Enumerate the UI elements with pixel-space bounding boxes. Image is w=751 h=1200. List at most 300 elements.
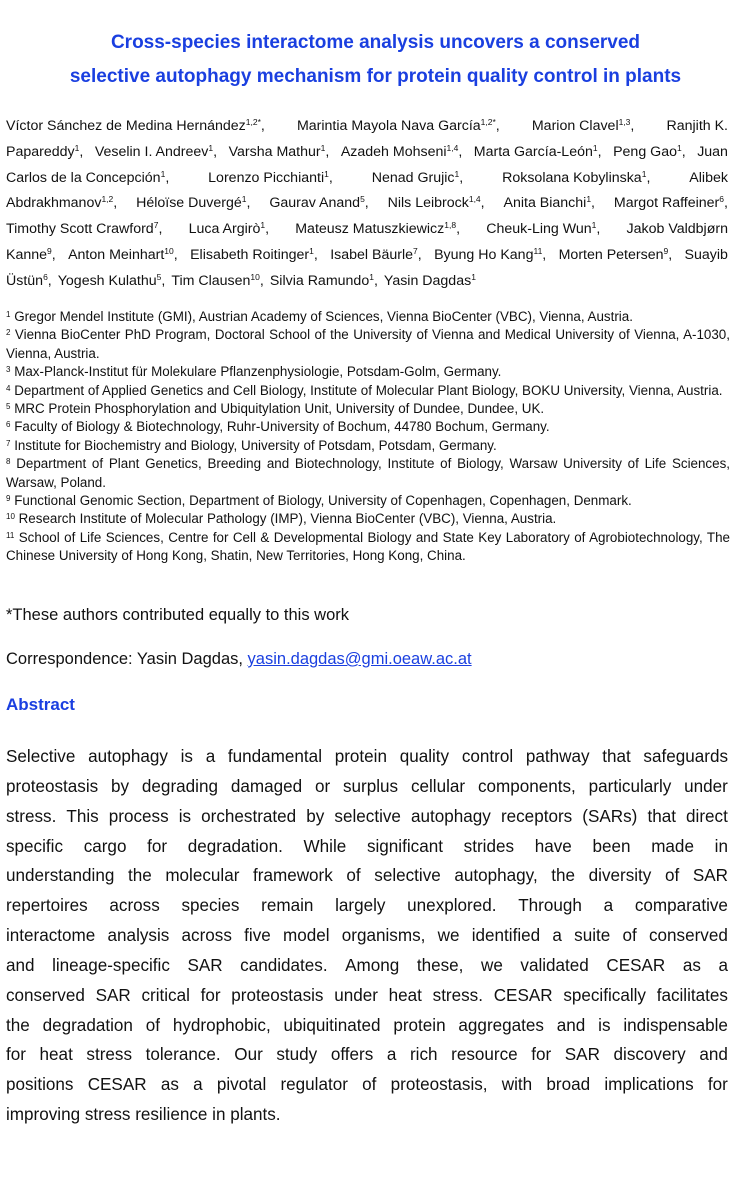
author-line bbox=[6, 140, 728, 166]
author-affiliation-marker: 1,4 bbox=[446, 142, 459, 153]
abstract-word: in bbox=[714, 836, 728, 856]
author-line bbox=[6, 269, 728, 295]
author-name-text: Veselin I. Andreev bbox=[94, 143, 209, 160]
author-affiliation-marker: 1,2 bbox=[101, 194, 114, 205]
author-affiliation-marker: 1 bbox=[260, 220, 266, 231]
abstract-word: validated bbox=[520, 955, 589, 975]
affiliation-number: 11 bbox=[6, 530, 15, 540]
author-name bbox=[270, 269, 378, 295]
abstract-line bbox=[6, 861, 728, 891]
abstract-word: proteostasis, bbox=[390, 1075, 488, 1095]
author-name bbox=[295, 217, 460, 243]
abstract-word: species bbox=[181, 896, 240, 916]
author-name bbox=[388, 191, 485, 217]
abstract-word: these, bbox=[416, 955, 464, 975]
author-name-text: Timothy Scott Crawford bbox=[6, 221, 154, 238]
author-name-text: Kanne bbox=[6, 246, 48, 263]
author-separator: , bbox=[495, 118, 500, 134]
abstract-word: components, bbox=[477, 776, 576, 796]
abstract-word: implications bbox=[604, 1075, 694, 1095]
author-name bbox=[297, 114, 500, 140]
author-name bbox=[189, 217, 269, 243]
affiliation-number: 3 bbox=[6, 365, 11, 375]
author-separator: , bbox=[161, 272, 166, 289]
abstract-word: specifically bbox=[563, 985, 646, 1005]
affiliation-text: Research Institute of Molecular Pathology (IMP), Vienna BioCenter (VBC), Vienna, Austria. bbox=[18, 511, 557, 527]
correspondence bbox=[6, 650, 472, 669]
author-separator: , bbox=[47, 272, 52, 289]
author-name-text: Papareddy bbox=[6, 143, 75, 160]
author-line bbox=[6, 191, 728, 217]
author-name-text: Varsha Mathur bbox=[228, 143, 321, 160]
abstract-word: heat bbox=[388, 985, 422, 1005]
abstract-word: receptors bbox=[500, 806, 573, 826]
abstract-heading: Abstract bbox=[6, 695, 75, 714]
author-affiliation-marker: 11 bbox=[533, 245, 543, 256]
author-affiliation-marker: 1,8 bbox=[444, 220, 457, 231]
abstract-word: cargo bbox=[83, 836, 127, 856]
author-separator: , bbox=[591, 195, 595, 212]
author-name bbox=[208, 166, 333, 192]
author-list bbox=[6, 114, 728, 295]
author-name-text: Gaurav Anand bbox=[269, 195, 361, 212]
author-separator: , bbox=[480, 195, 485, 212]
author-affiliation-marker: 9 bbox=[663, 245, 669, 256]
author-affiliation-marker: 1,2* bbox=[245, 117, 261, 127]
abstract-word: selective bbox=[374, 866, 441, 886]
abstract-line bbox=[6, 891, 728, 921]
author-separator: , bbox=[113, 195, 118, 212]
correspondence-email-link[interactable]: yasin.dagdas@gmi.oeaw.ac.at bbox=[247, 650, 472, 668]
abstract-word: for bbox=[531, 1045, 552, 1065]
author-separator: , bbox=[458, 143, 463, 160]
abstract-word: and bbox=[556, 1015, 586, 1035]
abstract-word: strides bbox=[463, 836, 515, 856]
author-affiliation-marker: 1 bbox=[586, 194, 592, 205]
author-name-text: Marintia Mayola Nava García bbox=[296, 118, 481, 134]
abstract-word: heat bbox=[39, 1045, 73, 1065]
author-name-text: Yasin Dagdas bbox=[383, 272, 472, 289]
abstract-word: a bbox=[718, 955, 728, 975]
affiliation-text: School of Life Sciences, Centre for Cell & Developmental Biology and State Key Laboratory of Agrobiotechnology, The Chinese University of Hong Kong, Shatin, New Territories, Hong Kong, China. bbox=[6, 529, 730, 564]
abstract-word: of bbox=[346, 866, 361, 886]
author-line bbox=[6, 217, 728, 243]
abstract-word: lineage-specific bbox=[52, 955, 170, 975]
abstract-word: the bbox=[127, 866, 152, 886]
abstract-word: largely bbox=[335, 896, 386, 916]
author-name-text: Isabel Bäurle bbox=[330, 246, 414, 263]
abstract-word: proteostasis bbox=[6, 776, 99, 796]
abstract-word: unexplored. bbox=[407, 896, 497, 916]
abstract-word: analysis bbox=[107, 926, 170, 946]
author-name-text: Elisabeth Roitinger bbox=[190, 246, 310, 263]
abstract-word: CESAR bbox=[87, 1075, 147, 1095]
affiliation-item bbox=[6, 529, 730, 566]
abstract-word: for bbox=[707, 1075, 728, 1095]
abstract-word: While bbox=[303, 836, 347, 856]
author-affiliation-marker: 5 bbox=[360, 194, 365, 205]
author-affiliation-marker: 1 bbox=[591, 220, 597, 231]
abstract-word: SAR bbox=[564, 1045, 600, 1065]
affiliation-number: 4 bbox=[6, 383, 11, 393]
abstract-line bbox=[6, 981, 728, 1011]
abstract-word: interactome bbox=[6, 926, 96, 946]
author-name-text: Cheuk-Ling Wun bbox=[486, 221, 592, 238]
author-line bbox=[6, 166, 728, 192]
author-affiliation-marker: 1 bbox=[160, 168, 166, 179]
author-affiliation-marker: 10 bbox=[250, 271, 260, 282]
abstract-word: that bbox=[602, 747, 631, 766]
abstract-word: of bbox=[145, 1015, 160, 1035]
abstract-word: hydrophobic, bbox=[172, 1015, 271, 1035]
abstract-word: framework bbox=[253, 866, 333, 886]
abstract-word: SAR bbox=[187, 955, 223, 975]
abstract-word: is bbox=[178, 806, 192, 826]
affiliation-text: Max-Planck-Institut für Molekulare Pflanzenphysiologie, Potsdam-Golm, Germany. bbox=[14, 364, 502, 380]
title-line: Cross-species interactome analysis uncovers a conserved bbox=[110, 32, 641, 53]
abstract-word: degradation bbox=[42, 1015, 133, 1035]
author-separator: , bbox=[265, 221, 270, 238]
author-name-text: Abdrakhmanov bbox=[6, 195, 102, 212]
author-affiliation-marker: 1 bbox=[641, 168, 647, 179]
author-name-text: Peng Gao bbox=[613, 143, 677, 160]
author-affiliation-marker: 10 bbox=[164, 245, 174, 256]
author-separator: , bbox=[259, 272, 264, 289]
author-name bbox=[559, 243, 673, 269]
abstract-word: stress bbox=[86, 1045, 133, 1065]
abstract-word: SAR bbox=[95, 985, 131, 1005]
abstract-word: orchestrated bbox=[201, 806, 297, 826]
affiliation-item bbox=[6, 308, 730, 326]
author-name bbox=[269, 191, 368, 217]
affiliation-number: 8 bbox=[6, 457, 11, 467]
author-name-text: Morten Petersen bbox=[558, 246, 664, 263]
affiliation-text: Institute for Biochemistry and Biology, University of Potsdam, Potsdam, Germany. bbox=[14, 437, 497, 453]
author-separator: , bbox=[325, 143, 330, 160]
abstract-word: a bbox=[552, 926, 562, 946]
author-name bbox=[434, 243, 546, 269]
abstract-word: Among bbox=[345, 955, 400, 975]
abstract-word: for bbox=[6, 1045, 26, 1065]
abstract-word: tolerance. bbox=[145, 1045, 221, 1065]
abstract-word: a bbox=[386, 1045, 397, 1065]
author-name bbox=[504, 191, 596, 217]
author-affiliation-marker: 1 bbox=[241, 194, 247, 205]
author-name bbox=[614, 191, 728, 217]
author-affiliation-marker: 1 bbox=[369, 271, 374, 282]
abstract-word: rich bbox=[409, 1045, 438, 1065]
author-affiliation-marker: 1 bbox=[74, 142, 80, 153]
affiliation-text: Faculty of Biology & Biotechnology, Ruhr-University of Bochum, 44780 Bochum, Germany. bbox=[14, 419, 550, 435]
abstract-word: five bbox=[244, 926, 271, 946]
abstract-word: critical bbox=[141, 985, 190, 1005]
author-name bbox=[486, 217, 600, 243]
affiliation-number: 1 bbox=[6, 310, 11, 319]
author-name bbox=[6, 166, 169, 192]
author-name bbox=[6, 191, 117, 217]
abstract-word: is bbox=[180, 747, 193, 766]
author-separator: , bbox=[597, 143, 602, 160]
abstract-word: damaged bbox=[230, 776, 303, 796]
author-name-text: Yogesh Kulathu bbox=[57, 272, 157, 289]
author-affiliation-marker: 1,3 bbox=[618, 117, 631, 127]
abstract-word: as bbox=[160, 1075, 179, 1095]
abstract-word: under bbox=[334, 985, 378, 1005]
author-separator: , bbox=[51, 246, 56, 263]
abstract-word: degrading bbox=[141, 776, 218, 796]
abstract-word: regulator bbox=[280, 1075, 348, 1095]
abstract-word: the bbox=[551, 866, 576, 886]
author-affiliation-marker: 1 bbox=[454, 168, 460, 179]
author-separator: , bbox=[246, 195, 251, 212]
author-name-text: Ranjith K. bbox=[666, 118, 728, 134]
affiliation-item bbox=[6, 455, 730, 492]
author-affiliation-marker: 1 bbox=[324, 168, 329, 179]
abstract-word: a bbox=[193, 1075, 203, 1095]
abstract-word: by bbox=[306, 806, 325, 826]
abstract-word: safeguards bbox=[643, 747, 728, 766]
author-affiliation-marker: 7 bbox=[413, 245, 418, 256]
abstract-word: or bbox=[314, 776, 331, 796]
abstract-word: stress. bbox=[432, 985, 483, 1005]
author-name-text: Lorenzo Picchianti bbox=[208, 169, 325, 186]
abstract-word: identified bbox=[471, 926, 541, 946]
author-affiliation-marker: 5 bbox=[156, 271, 162, 282]
abstract-word: model bbox=[282, 926, 330, 946]
author-name-text: Marion Clavel bbox=[531, 118, 619, 134]
abstract-word: offers bbox=[330, 1045, 374, 1065]
abstract-word: significant bbox=[366, 836, 443, 856]
affiliation-number: 7 bbox=[6, 438, 11, 448]
author-separator: , bbox=[364, 195, 369, 212]
abstract-word: process bbox=[108, 806, 169, 826]
abstract-word: of bbox=[622, 926, 637, 946]
abstract-word: remain bbox=[261, 896, 314, 916]
author-name bbox=[229, 140, 330, 166]
abstract-word: surplus bbox=[342, 776, 399, 796]
author-name-text: Mateusz Matuszkiewicz bbox=[295, 221, 445, 238]
abstract-line bbox=[6, 951, 728, 981]
abstract-word: autophagy bbox=[411, 806, 491, 826]
abstract-word: repertoires bbox=[6, 896, 88, 916]
abstract-word: direct bbox=[686, 806, 728, 826]
abstract-word: comparative bbox=[634, 896, 728, 916]
author-name bbox=[689, 166, 728, 192]
abstract-word: under bbox=[684, 776, 728, 796]
abstract-word: with bbox=[501, 1075, 533, 1095]
author-separator: , bbox=[459, 169, 464, 186]
author-name bbox=[384, 269, 476, 295]
author-affiliation-marker: 1,4 bbox=[468, 194, 481, 205]
author-name bbox=[58, 269, 166, 295]
abstract-word: of bbox=[664, 866, 680, 886]
abstract-word: resource bbox=[451, 1045, 518, 1065]
author-name-text: Alibek bbox=[689, 169, 728, 186]
author-name bbox=[341, 140, 462, 166]
author-line bbox=[6, 114, 728, 140]
abstract-word: pathway bbox=[525, 747, 590, 766]
author-affiliation-marker: 7 bbox=[153, 220, 159, 231]
abstract-word: proteostasis bbox=[231, 985, 324, 1005]
abstract-word: CESAR bbox=[493, 985, 553, 1005]
abstract-line bbox=[6, 802, 728, 832]
abstract-word: autophagy bbox=[88, 747, 168, 766]
author-name bbox=[68, 243, 178, 269]
author-separator: , bbox=[79, 143, 84, 160]
abstract-word: SAR bbox=[692, 866, 728, 886]
abstract-word: for bbox=[147, 836, 168, 856]
abstract-line bbox=[6, 921, 728, 951]
affiliation-item bbox=[6, 400, 730, 418]
affiliation-text: Department of Plant Genetics, Breeding and Biotechnology, Institute of Biology, Warsaw University of Life Sciences, Warsaw, Poland. bbox=[6, 456, 730, 490]
abstract-word: indispensable bbox=[623, 1015, 728, 1035]
author-name-text: Azadeh Mohseni bbox=[340, 143, 447, 160]
abstract-line bbox=[6, 742, 728, 772]
affiliation-text: Functional Genomic Section, Department of Biology, University of Copenhagen, Copenhagen, Denmark. bbox=[14, 493, 632, 509]
affiliation-number: 9 bbox=[6, 494, 11, 504]
abstract-word: positions bbox=[6, 1075, 74, 1095]
author-separator: , bbox=[681, 143, 686, 160]
affiliation-item bbox=[6, 492, 730, 510]
abstract-word: study bbox=[276, 1045, 318, 1065]
author-name bbox=[372, 166, 464, 192]
author-name-text: Héloïse Duvergé bbox=[136, 195, 242, 212]
abstract-word: specific bbox=[6, 836, 63, 856]
affiliation-item bbox=[6, 510, 730, 528]
author-name bbox=[613, 140, 686, 166]
author-name bbox=[6, 217, 162, 243]
abstract-word: we bbox=[437, 926, 460, 946]
author-separator: , bbox=[630, 118, 635, 134]
affiliation-item bbox=[6, 437, 730, 455]
author-name-text: Juan bbox=[697, 143, 728, 160]
abstract-word: conserved bbox=[6, 985, 85, 1005]
abstract-word: is bbox=[598, 1015, 611, 1035]
affiliation-item bbox=[6, 326, 730, 363]
author-name bbox=[474, 140, 602, 166]
author-name-text: Roksolana Kobylinska bbox=[502, 169, 642, 186]
abstract-word: particularly bbox=[588, 776, 672, 796]
equal-contribution-note: *These authors contributed equally to this work bbox=[6, 606, 350, 624]
author-separator: , bbox=[313, 246, 318, 263]
author-separator: , bbox=[596, 221, 601, 238]
abstract-word: protein bbox=[334, 747, 387, 766]
author-name bbox=[190, 243, 318, 269]
author-name bbox=[330, 243, 422, 269]
affiliation-item bbox=[6, 382, 730, 400]
abstract-word: fundamental bbox=[227, 747, 322, 766]
affiliation-number: 5 bbox=[6, 402, 11, 412]
abstract-word: Through bbox=[518, 896, 582, 916]
affiliation-number: 2 bbox=[6, 328, 11, 338]
author-affiliation-marker: 1 bbox=[676, 142, 682, 153]
author-name bbox=[136, 191, 250, 217]
author-separator: , bbox=[456, 221, 461, 238]
abstract-word: stress. bbox=[6, 806, 57, 826]
author-name bbox=[627, 217, 728, 243]
author-name bbox=[685, 243, 728, 269]
abstract-word: conserved bbox=[648, 926, 728, 946]
author-separator: , bbox=[173, 246, 178, 263]
author-affiliation-marker: 1 bbox=[309, 245, 314, 256]
author-separator: , bbox=[158, 221, 163, 238]
affiliation-item bbox=[6, 418, 730, 436]
author-separator: , bbox=[373, 272, 378, 289]
author-separator: , bbox=[646, 169, 651, 186]
abstract-word: understanding bbox=[6, 866, 115, 886]
abstract-word: candidates. bbox=[240, 955, 328, 975]
affiliation-text: Department of Applied Genetics and Cell Biology, Institute of Molecular Plant Biology, BOKU University, Vienna, Austria. bbox=[14, 382, 723, 398]
author-affiliation-marker: 1 bbox=[592, 142, 598, 153]
author-name-text: Carlos de la Concepción bbox=[6, 169, 161, 186]
author-name-text: Üstün bbox=[6, 272, 44, 289]
author-name bbox=[532, 114, 635, 140]
affiliation-text: Vienna BioCenter PhD Program, Doctoral School of the University of Vienna and Medical University of Vienna, A-1030, Vienna, Austria. bbox=[6, 327, 730, 361]
abstract-word: a bbox=[205, 747, 216, 766]
abstract-body bbox=[6, 742, 728, 1130]
abstract-word: as bbox=[682, 955, 701, 975]
abstract-line bbox=[6, 772, 728, 802]
affiliation-number: 10 bbox=[6, 512, 15, 522]
abstract-word: suite bbox=[574, 926, 611, 946]
author-name-text: Nenad Grujic bbox=[371, 169, 455, 186]
affiliation-item bbox=[6, 363, 730, 381]
paper-title bbox=[20, 26, 731, 94]
author-name-text: Luca Argirò bbox=[188, 221, 261, 238]
correspondence-label: Correspondence: Yasin Dagdas, bbox=[6, 650, 248, 668]
author-affiliation-marker: 6 bbox=[43, 271, 48, 282]
abstract-word: we bbox=[480, 955, 503, 975]
affiliation-text: Gregor Mendel Institute (GMI), Austrian Academy of Sciences, Vienna BioCenter (VBC), Vienna, Austria. bbox=[14, 309, 633, 324]
abstract-word: that bbox=[647, 806, 676, 826]
author-name bbox=[6, 243, 56, 269]
abstract-word: selective bbox=[334, 806, 401, 826]
author-separator: , bbox=[260, 118, 265, 134]
author-name bbox=[95, 140, 217, 166]
abstract-line bbox=[6, 1070, 728, 1100]
author-name-text: Anita Bianchi bbox=[503, 195, 587, 212]
author-separator: , bbox=[165, 169, 170, 186]
abstract-word: ubiquitinated bbox=[283, 1015, 381, 1035]
abstract-line bbox=[6, 1011, 728, 1041]
author-name bbox=[502, 166, 650, 192]
abstract-word: diversity bbox=[588, 866, 652, 886]
abstract-word: pivotal bbox=[216, 1075, 267, 1095]
author-name bbox=[6, 269, 52, 295]
abstract-word: and bbox=[699, 1045, 728, 1065]
author-name-text: Anton Meinhart bbox=[68, 246, 165, 263]
abstract-word: quality bbox=[399, 747, 450, 766]
author-name bbox=[6, 114, 265, 140]
abstract-word: autophagy, bbox=[454, 866, 538, 886]
abstract-word: molecular bbox=[165, 866, 240, 886]
abstract-word: the bbox=[6, 1015, 30, 1035]
author-name-text: Margot Raffeiner bbox=[613, 195, 720, 212]
abstract-word: of bbox=[362, 1075, 377, 1095]
affiliation-text: MRC Protein Phosphorylation and Ubiquitylation Unit, University of Dundee, Dundee, UK. bbox=[14, 401, 545, 417]
author-affiliation-marker: 6 bbox=[719, 194, 725, 205]
abstract-word: cellular bbox=[410, 776, 466, 796]
abstract-line bbox=[6, 832, 728, 862]
abstract-word: (SARs) bbox=[582, 806, 638, 826]
abstract-word: have bbox=[534, 836, 572, 856]
author-name-text: Byung Ho Kang bbox=[434, 246, 534, 263]
affiliation-number: 6 bbox=[6, 420, 11, 430]
author-separator: , bbox=[542, 246, 547, 263]
abstract-word: protein bbox=[393, 1015, 446, 1035]
abstract-word: facilitates bbox=[656, 985, 728, 1005]
abstract-word: been bbox=[592, 836, 631, 856]
